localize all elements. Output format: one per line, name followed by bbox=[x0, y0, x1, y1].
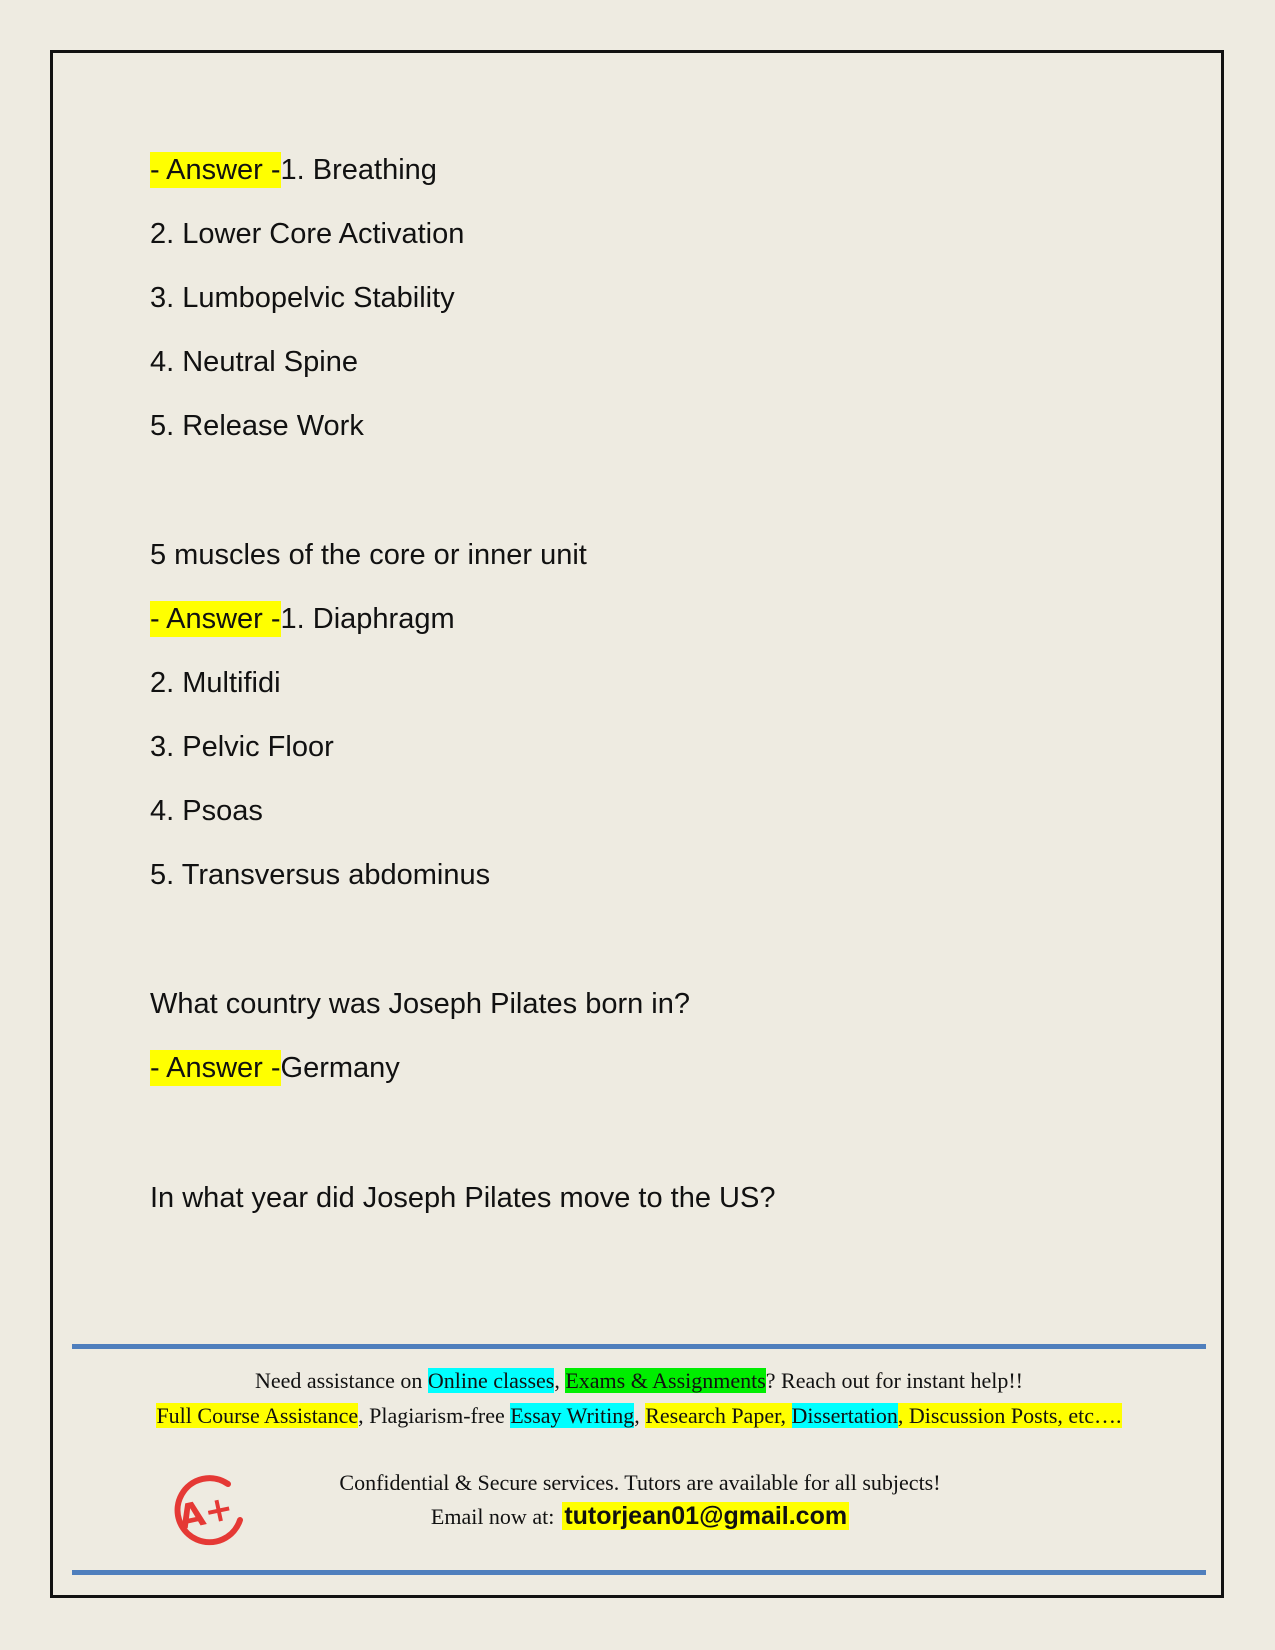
question-core-muscles: 5 muscles of the core or inner unit bbox=[150, 539, 587, 571]
answer-text: 1. Breathing bbox=[280, 154, 437, 186]
list-item: 2. Multifidi bbox=[150, 667, 281, 699]
logo-text: A+ bbox=[174, 1487, 237, 1539]
exams-assignments-highlight: Exams & Assignments bbox=[565, 1368, 766, 1393]
footer-text: , bbox=[634, 1403, 646, 1428]
dissertation-highlight: Dissertation bbox=[791, 1403, 898, 1428]
footer-top-rule bbox=[72, 1344, 1206, 1349]
footer-email-line bbox=[290, 1502, 990, 1531]
footer-text: ? Reach out for instant help!! bbox=[765, 1368, 1023, 1393]
essay-writing-highlight: Essay Writing bbox=[510, 1403, 635, 1428]
footer-line-1 bbox=[72, 1367, 1206, 1395]
a-plus-logo-icon bbox=[170, 1470, 250, 1550]
full-course-highlight: Full Course Assistance bbox=[156, 1403, 359, 1428]
answer-label: - Answer - bbox=[150, 1052, 281, 1084]
footer-text: Need assistance on bbox=[254, 1368, 428, 1393]
list-item: 2. Lower Core Activation bbox=[150, 218, 465, 250]
list-item: 5. Release Work bbox=[150, 410, 364, 442]
online-classes-highlight: Online classes bbox=[427, 1368, 555, 1393]
footer-text: , Plagiarism-free bbox=[358, 1403, 511, 1428]
answer-text: Germany bbox=[280, 1052, 400, 1084]
footer-text bbox=[786, 1403, 792, 1428]
footer-bottom-rule bbox=[72, 1570, 1206, 1575]
answer-line-breathing bbox=[150, 152, 437, 188]
footer-text: Email now at: bbox=[430, 1504, 555, 1529]
footer-line-2 bbox=[72, 1402, 1206, 1430]
answer-text: 1. Diaphragm bbox=[280, 603, 455, 635]
email-link[interactable]: tutorjean01@gmail.com bbox=[564, 1502, 848, 1530]
research-paper-highlight: Research Paper, bbox=[645, 1403, 787, 1428]
discussion-posts-highlight: , Discussion Posts, etc…. bbox=[897, 1403, 1122, 1428]
footer-line-3: Confidential & Secure services. Tutors are available for all subjects! bbox=[339, 1470, 941, 1495]
answer-line-germany bbox=[150, 1050, 400, 1086]
list-item: 3. Lumbopelvic Stability bbox=[150, 282, 455, 314]
question-move-year: In what year did Joseph Pilates move to the US? bbox=[150, 1182, 776, 1214]
answer-label: - Answer - bbox=[150, 154, 281, 186]
question-birth-country: What country was Joseph Pilates born in? bbox=[150, 988, 690, 1020]
list-item: 4. Psoas bbox=[150, 795, 263, 827]
list-item: 5. Transversus abdominus bbox=[150, 859, 491, 891]
answer-line-diaphragm bbox=[150, 601, 455, 637]
footer-text: , bbox=[554, 1368, 566, 1393]
answer-label: - Answer - bbox=[150, 603, 281, 635]
list-item: 3. Pelvic Floor bbox=[150, 731, 334, 763]
list-item: 4. Neutral Spine bbox=[150, 346, 358, 378]
